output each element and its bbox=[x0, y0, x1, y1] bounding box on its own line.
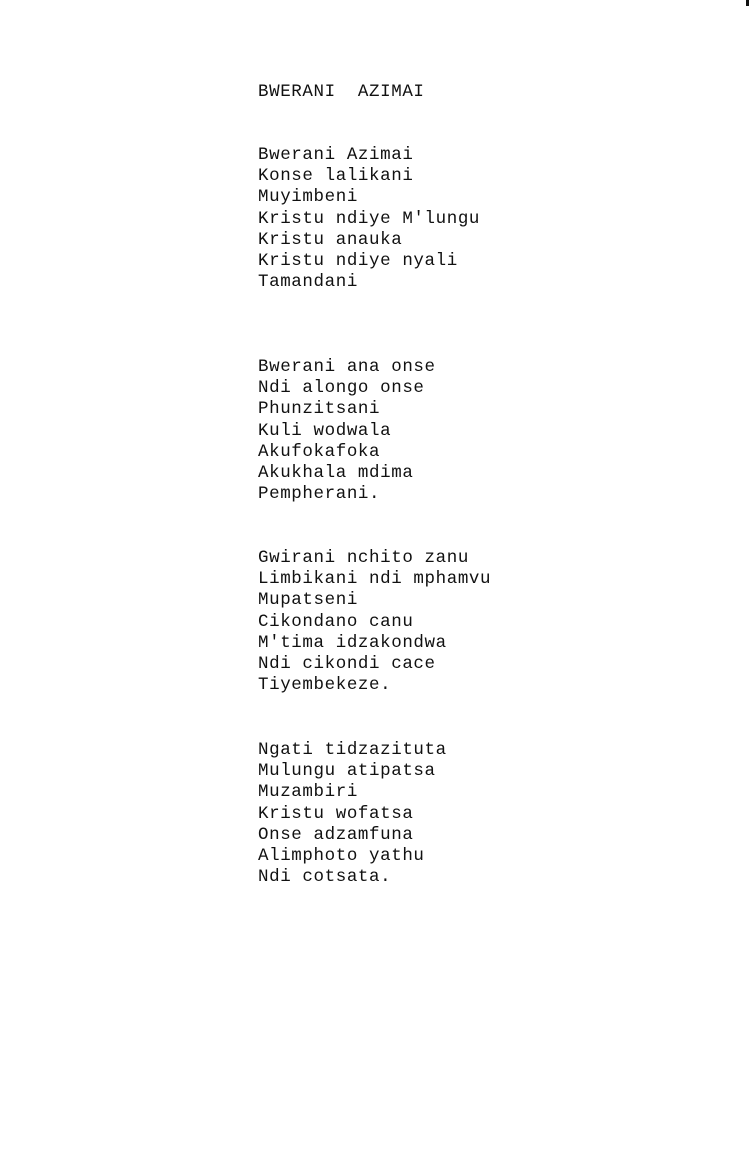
poem-line: Ndi cotsata. bbox=[258, 867, 392, 888]
poem-line: Ndi alongo onse bbox=[258, 378, 425, 399]
poem-line: Kristu ndiye nyali bbox=[258, 250, 458, 271]
poem-line: Bwerani Azimai bbox=[258, 145, 414, 165]
stanza-3 bbox=[258, 548, 491, 696]
poem-line: Phunzitsani bbox=[258, 399, 381, 420]
poem-line: Muyimbeni bbox=[258, 187, 358, 208]
poem-line: Alimphoto yathu bbox=[258, 845, 425, 866]
stanza-2 bbox=[258, 357, 436, 505]
poem-line: Kristu anauka bbox=[258, 229, 403, 250]
poem-line: Tiyembekeze. bbox=[258, 675, 392, 696]
poem-line: Akukhala mdima bbox=[258, 462, 414, 483]
poem-line: Mulungu atipatsa bbox=[258, 761, 436, 782]
poem-line: Bwerani ana onse bbox=[258, 357, 436, 377]
poem-line: Limbikani ndi mphamvu bbox=[258, 569, 492, 590]
poem-line: Mupatseni bbox=[258, 590, 358, 611]
poem-line: Tamandani bbox=[258, 272, 358, 293]
poem-line: Kristu wofatsa bbox=[258, 803, 414, 824]
poem-line: Konse lalikani bbox=[258, 166, 414, 187]
poem-line: Cikondano canu bbox=[258, 611, 414, 632]
poem-line: Akufokafoka bbox=[258, 441, 381, 462]
poem-line: Ngati tidzazituta bbox=[258, 740, 447, 760]
poem-line: Kristu ndiye M'lungu bbox=[258, 208, 481, 229]
poem-line: M'tima idzakondwa bbox=[258, 632, 447, 653]
stanza-1 bbox=[258, 145, 480, 293]
poem-line: Kuli wodwala bbox=[258, 420, 392, 441]
poem-line: Ndi cikondi cace bbox=[258, 653, 436, 674]
poem-line: Gwirani nchito zanu bbox=[258, 548, 469, 568]
poem-line: Onse adzamfuna bbox=[258, 824, 414, 845]
poem-title: BWERANI AZIMAI bbox=[258, 82, 425, 102]
poem-line: Muzambiri bbox=[258, 782, 358, 803]
stanza-4 bbox=[258, 740, 447, 888]
poem-line: Pempherani. bbox=[258, 484, 381, 505]
